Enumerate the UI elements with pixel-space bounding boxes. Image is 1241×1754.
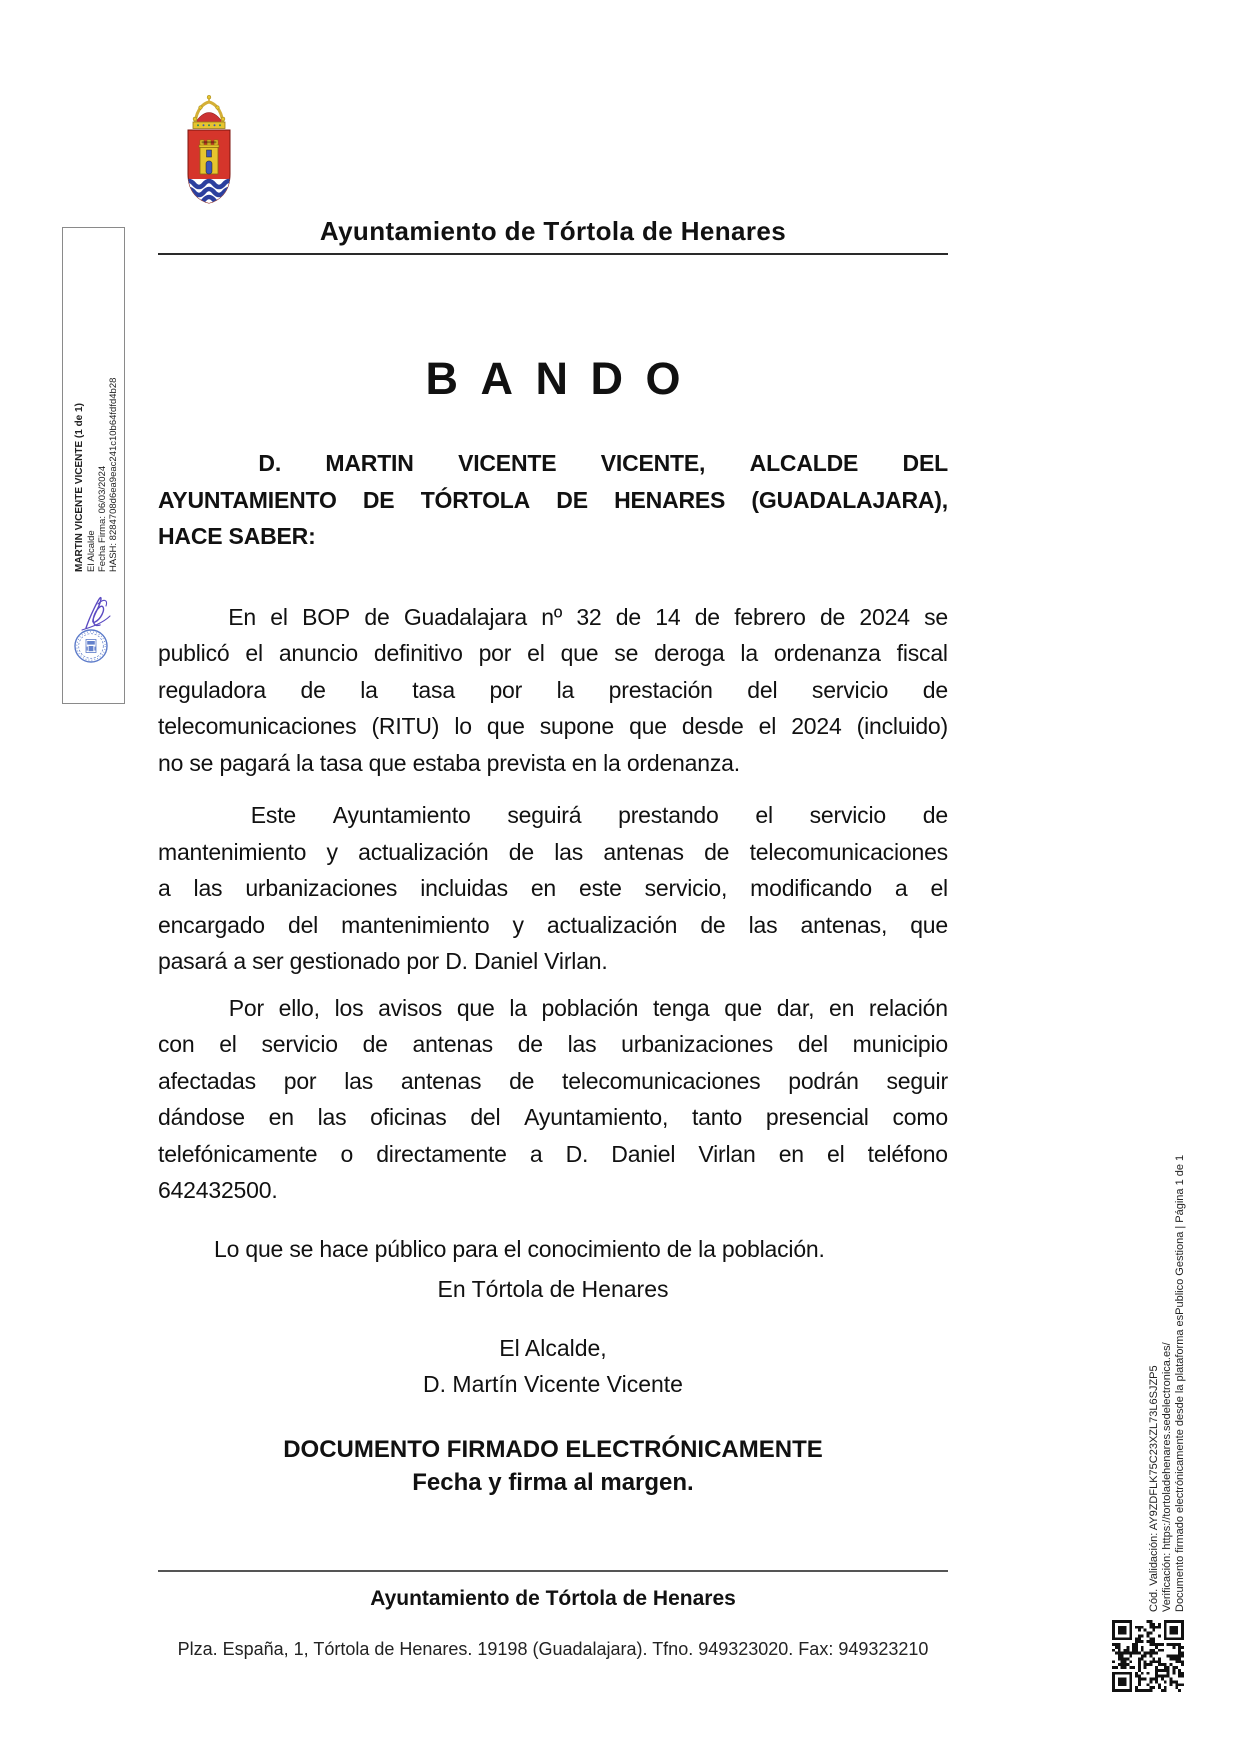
body-paragraph-3: Por ello, los avisos que la población tenga que dar, en relación con el servicio de antenas de las urbanizaciones del municipio afectadas por las antenas de telecomunicaciones podrán seguir dándose en las oficinas del Ayuntamiento, tanto presencial como telefónicamente o directamente a D. Daniel Virlan en el teléfono 642432500. — [158, 994, 948, 1203]
stamp-icon — [73, 628, 109, 664]
validation-code: Cód. Validación: AY9ZDFLK75C23XZL73L6SJZP5 — [1148, 1365, 1160, 1612]
header-rule — [158, 253, 948, 255]
closing-place: En Tórtola de Henares — [437, 1276, 669, 1302]
signature-scribble-icon — [78, 594, 112, 632]
platform-note: Documento firmado electrónicamente desde la plataforma esPublico Gestiona | Página 1 de 1 — [1174, 1154, 1186, 1612]
signed-notice-line-2: Fecha y firma al margen. — [412, 1468, 694, 1496]
signature-date: Fecha Firma: 06/03/2024 — [96, 465, 108, 572]
signed-notice-line-1: DOCUMENTO FIRMADO ELECTRÓNICAMENTE — [283, 1435, 823, 1463]
header-title: Ayuntamiento de Tórtola de Henares — [319, 216, 787, 246]
closing-name: D. Martín Vicente Vicente — [423, 1371, 683, 1397]
signer-name: MARTIN VICENTE VICENTE (1 de 1) — [74, 403, 85, 572]
footer-address: Plza. España, 1, Tórtola de Henares. 19198 (Guadalajara). Tfno. 949323020. Fax: 949323210 — [177, 1639, 929, 1659]
main-column — [158, 0, 948, 1499]
signature-hash: HASH: 8284708d6ea9eac241c10b64fdfd4b28 — [107, 377, 119, 572]
body-paragraph-1: En el BOP de Guadalajara nº 32 de 14 de febrero de 2024 se publicó el anuncio definitivo por el que se deroga la ordenanza fiscal reguladora de la tasa por la prestación del servicio de telecomunicaciones (RITU) lo que supone que desde el 2024 (incluido) no se pagará la tasa que estaba prevista en la ordenanza. — [158, 603, 948, 776]
qr-code-icon — [1112, 1620, 1184, 1692]
footer-title: Ayuntamiento de Tórtola de Henares — [370, 1587, 736, 1610]
body-paragraph-4: Lo que se hace público para el conocimiento de la población. — [214, 1235, 825, 1262]
signer-role: El Alcalde — [85, 530, 97, 572]
intro-paragraph: D. MARTIN VICENTE VICENTE, ALCALDE DEL AYUNTAMIENTO DE TÓRTOLA DE HENARES (GUADALAJARA), HACE SABER: — [158, 450, 948, 549]
verification-margin-text — [1148, 1082, 1187, 1612]
closing-role: El Alcalde, — [499, 1334, 607, 1361]
signature-margin-text — [74, 360, 119, 572]
body-paragraph-2: Este Ayuntamiento seguirá prestando el servicio de mantenimiento y actualización de las antenas de telecomunicaciones a las urbanizaciones incluidas en este servicio, modificando a el encargado del mantenimiento y actualización de las antenas, que pasará a ser gestionado por D. Daniel Virlan. — [158, 802, 948, 974]
page-footer — [158, 1570, 948, 1660]
footer-rule — [158, 1570, 948, 1572]
verification-url: Verificación: https://tortoladehenares.sedelectronica.es/ — [1161, 1342, 1173, 1612]
document-title: BANDO — [425, 353, 703, 404]
